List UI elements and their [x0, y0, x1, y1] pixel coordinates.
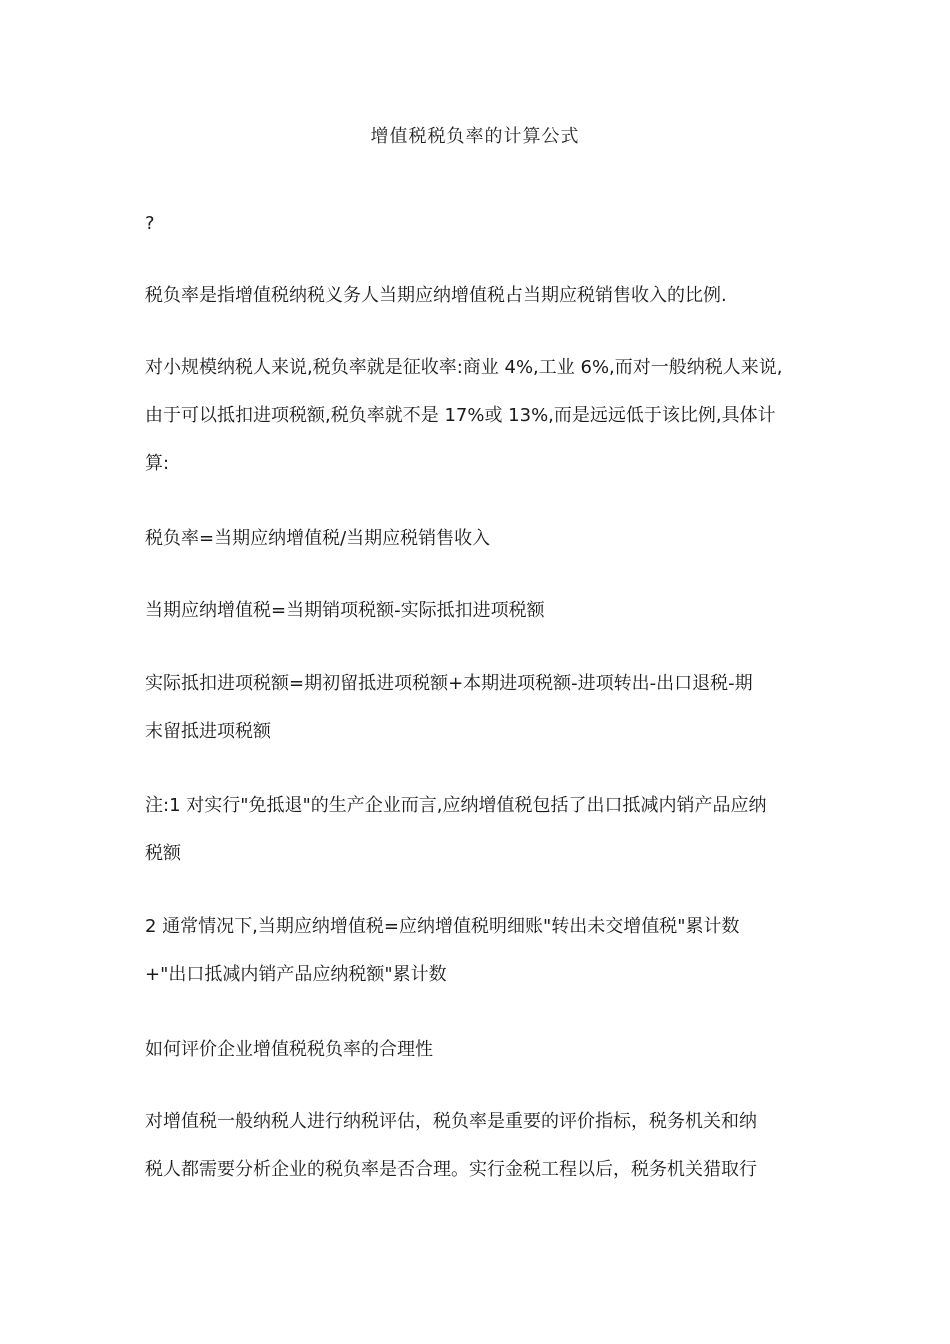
section-heading-evaluation: [145, 1026, 815, 1074]
paragraph-line: 对增值税一般纳税人进行纳税评估，税负率是重要的评价指标，税务机关和纳: [145, 1111, 757, 1132]
paragraph-line: 税人都需要分析企业的税负率是否合理。实行金税工程以后，税务机关猎取行: [145, 1159, 757, 1180]
note-2: [145, 903, 815, 999]
paragraph-line: +"出口抵减内销产品应纳税额"累计数: [145, 964, 447, 985]
paragraph-line: 注:1 对实行"免抵退"的生产企业而言,应纳增值税包括了出口抵减内销产品应纳: [145, 795, 767, 816]
paragraph-line: 税负率是指增值税纳税义务人当期应纳增值税占当期应税销售收入的比例.: [145, 285, 727, 306]
paragraph-line: 2 通常情况下,当期应纳增值税=应纳增值税明细账"转出未交增值税"累计数: [145, 916, 740, 937]
paragraph-definition: [145, 272, 815, 320]
paragraph-line: 税额: [145, 843, 181, 864]
paragraph-question-mark: [145, 200, 815, 248]
paragraph-line: 当期应纳增值税=当期销项税额-实际抵扣进项税额: [145, 600, 545, 621]
paragraph-line: 对小规模纳税人来说,税负率就是征收率:商业 4%,工业 6%,而对一般纳税人来说,: [145, 357, 783, 378]
paragraph-taxpayer-rates: [145, 344, 815, 488]
formula-input-tax-deduction: [145, 660, 815, 756]
paragraph-line: 算:: [145, 453, 170, 474]
paragraph-line: 如何评价企业增值税税负率的合理性: [145, 1039, 433, 1060]
paragraph-evaluation: [145, 1098, 815, 1194]
formula-payable-vat: [145, 587, 815, 635]
paragraph-line: 实际抵扣进项税额=期初留抵进项税额+本期进项税额-进项转出-出口退税-期: [145, 673, 753, 694]
paragraph-line: 由于可以抵扣进项税额,税负率就不是 17%或 13%,而是远远低于该比例,具体计: [145, 405, 776, 426]
formula-tax-burden-rate: [145, 515, 815, 563]
paragraph-line: 末留抵进项税额: [145, 721, 271, 742]
note-1: [145, 782, 815, 878]
paragraph-line: 税负率=当期应纳增值税/当期应税销售收入: [145, 528, 491, 549]
document-title: 增值税税负率的计算公式: [370, 126, 580, 147]
paragraph-line: ?: [145, 213, 155, 234]
